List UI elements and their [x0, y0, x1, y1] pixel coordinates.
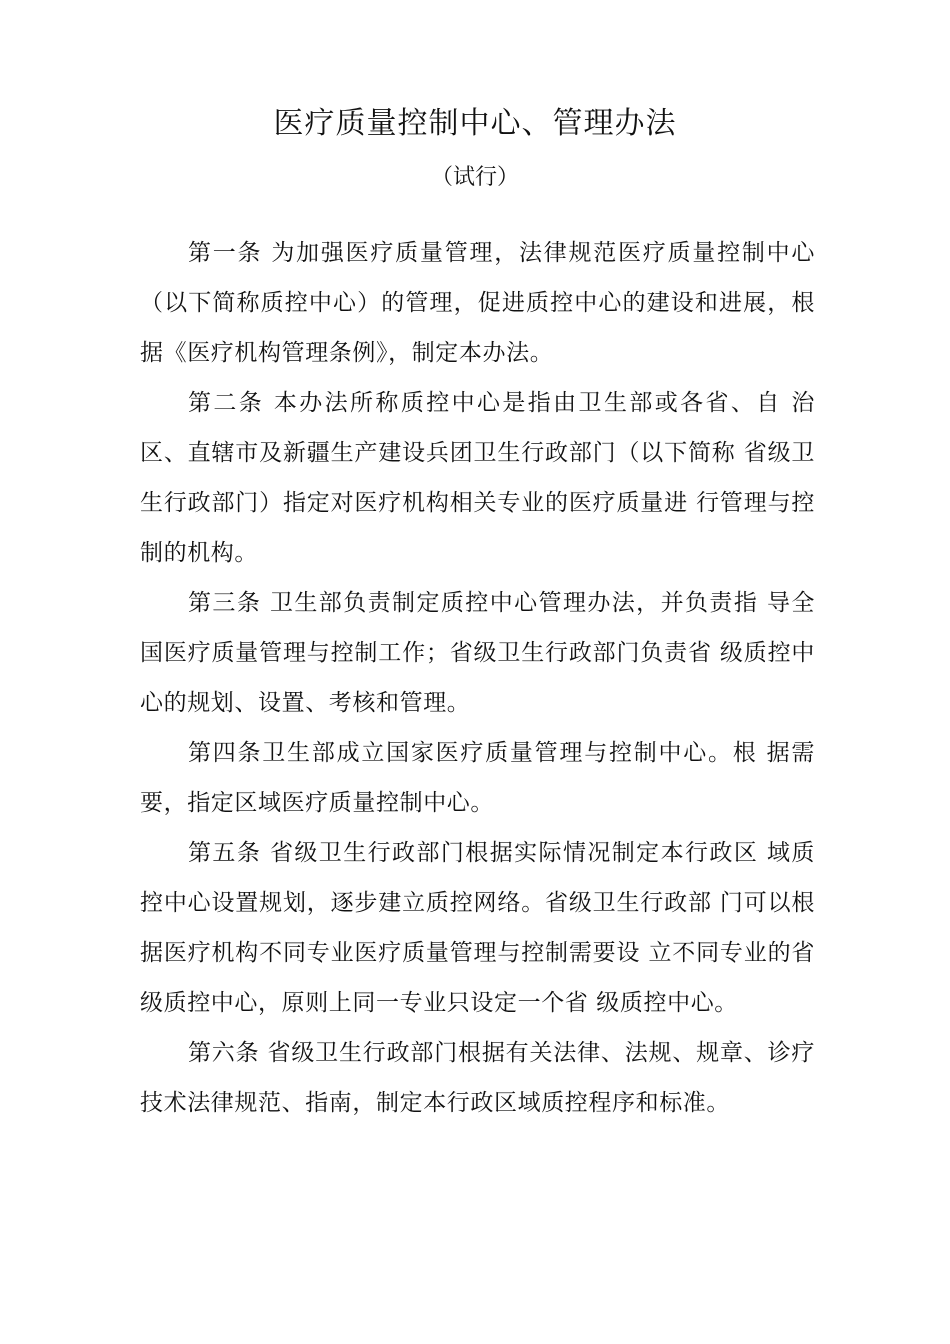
article-6: 第六条 省级卫生行政部门根据有关法律、法规、规章、诊疗技术法律规范、指南，制定本行政区域质控程序和标准。 — [140, 1040, 815, 1116]
document-subtitle: （试行） — [430, 165, 519, 190]
article-2: 第二条 本办法所称质控中心是指由卫生部或各省、自 治区、直辖市及新疆生产建设兵团卫生行政部门（以下简称 省级卫生行政部门）指定对医疗机构相关专业的医疗质量进 行管理与控制的机构。 — [140, 390, 815, 566]
article-4: 第四条卫生部成立国家医疗质量管理与控制中心。根 据需要，指定区域医疗质量控制中心。 — [140, 740, 815, 816]
article-3: 第三条 卫生部负责制定质控中心管理办法，并负责指 导全国医疗质量管理与控制工作；省级卫生行政部门负责省 级质控中心的规划、设置、考核和管理。 — [140, 590, 815, 716]
document-title: 医疗质量控制中心、管理办法 — [273, 106, 677, 141]
article-1: 第一条 为加强医疗质量管理，法律规范医疗质量控制中心（以下简称质控中心）的管理，促进质控中心的建设和进展，根据《医疗机构管理条例》，制定本办法。 — [140, 240, 815, 366]
document-body — [140, 228, 815, 1128]
article-5: 第五条 省级卫生行政部门根据实际情况制定本行政区 域质控中心设置规划，逐步建立质控网络。省级卫生行政部 门可以根据医疗机构不同专业医疗质量管理与控制需要设 立不同专业的省级质控中心，原则上同一专业只设定一个省 级质控中心。 — [140, 840, 815, 1016]
